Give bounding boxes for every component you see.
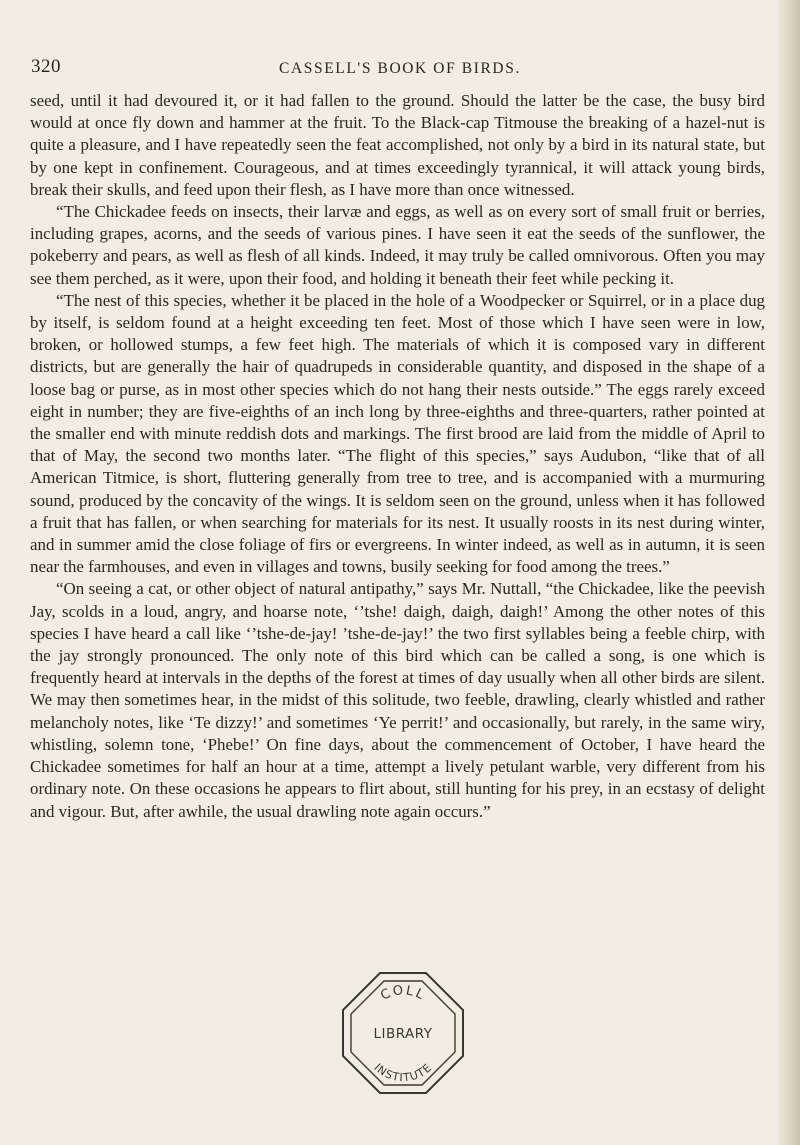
page-number: 320 bbox=[31, 56, 61, 77]
body-text bbox=[30, 90, 765, 823]
page-edge-shadow bbox=[778, 0, 800, 1145]
library-stamp bbox=[340, 970, 466, 1096]
paragraph: “On seeing a cat, or other object of natural antipathy,” says Mr. Nuttall, “the Chickadee, like the peevish Jay, scolds in a loud, angry, and hoarse note, ‘’tshe! daigh, daigh, daigh!’ Among the other notes of this species I have heard a call like ‘’tshe-de-jay! ’tshe-de-jay!’ the two first syllables being a feeble chirp, with the jay strongly pronounced. The only note of this bird which can be called a song, is one which is frequently heard at intervals in the depths of the forest at times of day usually when all other birds are silent. We may then sometimes hear, in the midst of this solitude, two feeble, drawling, clearly whistled and rather melancholy notes, like ‘Te dizzy!’ and sometimes ‘Ye perrit!’ and occasionally, but rarely, in the same wiry, whistling, solemn tone, ‘Phebe!’ On fine days, about the commencement of October, I have heard the Chickadee sometimes for half an hour at a time, attempt a lively petulant warble, very different from his ordinary note. On these occasions he appears to flirt about, still hunting for his prey, in an ecstasy of delight and vigour. But, after awhile, the usual drawling note again occurs.” bbox=[30, 579, 765, 821]
running-head: CASSELL'S BOOK OF BIRDS. bbox=[279, 60, 521, 77]
stamp-top-text: COLL bbox=[378, 983, 428, 1004]
paragraph: “The Chickadee feeds on insects, their larvæ and eggs, as well as on every sort of small fruit or berries, including grapes, acorns, and the seeds of various pines. I have seen it eat the seeds of the sunflower, the pokeberry and pears, as well as flesh of all kinds. Indeed, it may truly be called omnivorous. Often you may see them perched, as it were, upon their food, and holding it beneath their feet while pecking it. bbox=[30, 202, 765, 288]
paragraph: seed, until it had devoured it, or it had fallen to the ground. Should the latter be the case, the busy bird would at once fly down and hammer at the fruit. To the Black-cap Titmouse the breaking of a hazel-nut is quite a pleasure, and I have repeatedly seen the feat accomplished, not only by a bird in its natural state, but by one kept in confinement. Courageous, and at times exceedingly tyrannical, it will attack young birds, break their skulls, and feed upon their flesh, as I have more than once witnessed. bbox=[30, 91, 765, 199]
stamp-bottom-text: INSTITUTE bbox=[371, 1060, 435, 1085]
paragraph: “The nest of this species, whether it be placed in the hole of a Woodpecker or Squirrel, or in a place dug by itself, is seldom found at a height exceeding ten feet. Most of those which I have seen were in low, broken, or hollowed stumps, a few feet high. The materials of which it is composed vary in different districts, but are generally the hair of quadrupeds in considerable quantity, and disposed in the shape of a loose bag or purse, as in most other species which do not hang their nests outside.” The eggs rarely exceed eight in number; they are five-eighths of an inch long by three-eighths and three-quarters, rather pointed at the smaller end with minute reddish dots and markings. The first brood are laid from the middle of April to that of May, the second two months later. “The flight of this species,” says Audubon, “like that of all American Titmice, is short, fluttering generally from tree to tree, and is accompanied with a murmuring sound, produced by the concavity of the wings. It is seldom seen on the ground, unless when it has followed a fruit that has fallen, or when searching for materials for its nest. It usually roosts in its nest during winter, and in summer amid the close foliage of firs or evergreens. In winter indeed, as well as in autumn, it is seen near the farmhouses, and even in villages and towns, busily seeking for food among the trees.” bbox=[30, 290, 765, 577]
stamp-center-text: LIBRARY bbox=[373, 1026, 433, 1042]
